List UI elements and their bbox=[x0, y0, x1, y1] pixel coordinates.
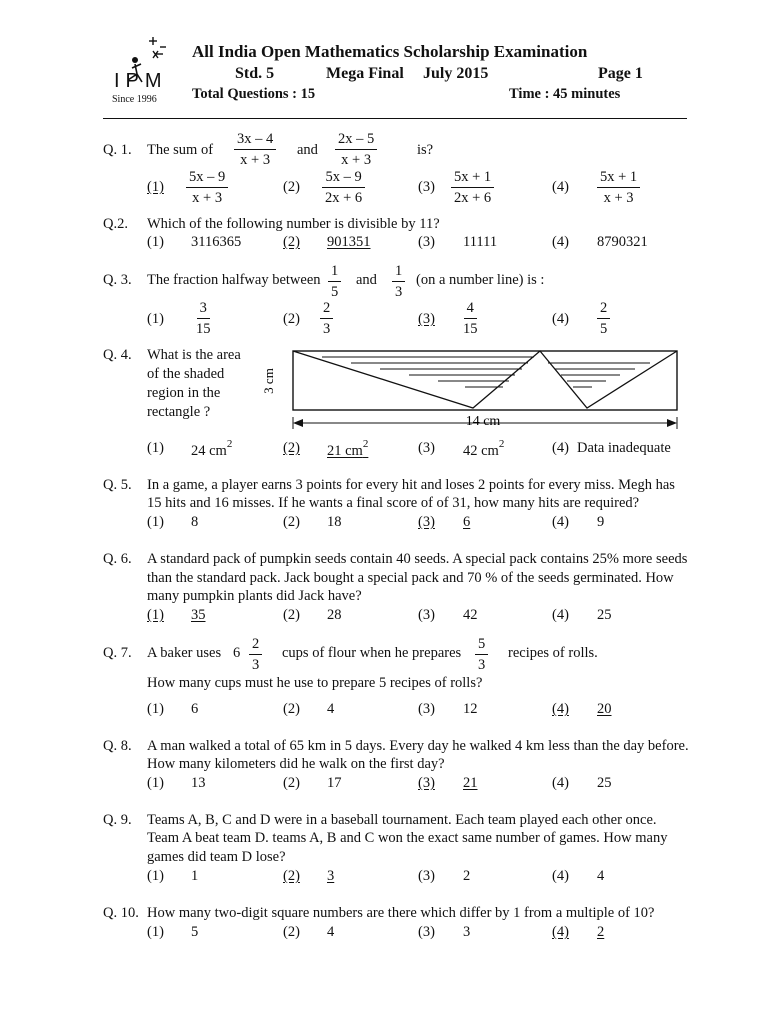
q7-option-1-label: (1) bbox=[147, 701, 164, 717]
q5-option-2-value: 18 bbox=[327, 514, 342, 530]
q2-option-2-label: (2) bbox=[283, 234, 300, 250]
q3-option-2-value: $\frac{2}{3}$ bbox=[320, 301, 333, 336]
q7-text-post: recipes of rolls. bbox=[508, 645, 598, 661]
q9-option-4-label: (4) bbox=[552, 868, 569, 884]
q3-fraction-1: $\frac{1}{5}$ bbox=[328, 264, 341, 299]
q1-fraction-2: $\frac{2x - 5}{x + 3}$ bbox=[335, 132, 377, 167]
q7-mixed-fraction: $\frac{2}{3}$ bbox=[249, 637, 262, 672]
q9-option-3-value: 2 bbox=[463, 868, 471, 884]
total-questions: Total Questions : 15 bbox=[192, 86, 316, 102]
q10-option-3-value: 3 bbox=[463, 924, 471, 940]
q9-option-2-value: 3 bbox=[327, 868, 335, 884]
q1-option-1-value: $\frac{5x - 9}{x + 3}$ bbox=[186, 170, 228, 205]
q6-option-3-label: (3) bbox=[418, 607, 435, 623]
q7-option-4-label: (4) bbox=[552, 701, 569, 717]
q3-option-3-label: (3) bbox=[418, 311, 435, 327]
q7-number: Q. 7. bbox=[103, 645, 132, 661]
q3-fraction-2: $\frac{1}{3}$ bbox=[392, 264, 405, 299]
q1-option-3-value: $\frac{5x + 1}{2x + 6}$ bbox=[451, 170, 494, 205]
q2-option-1-value: 3116365 bbox=[191, 234, 242, 250]
q1-number: Q. 1. bbox=[103, 142, 132, 158]
q3-text-pre: The fraction halfway between bbox=[147, 272, 321, 288]
q9-option-2-label: (2) bbox=[283, 868, 300, 884]
q4-text-line-1: What is the area bbox=[147, 347, 241, 363]
q6-text-line-3: many pumpkin plants did Jack have? bbox=[147, 588, 362, 604]
q7-option-1-value: 6 bbox=[191, 701, 199, 717]
q4-text-line-4: rectangle ? bbox=[147, 404, 211, 420]
q5-number: Q. 5. bbox=[103, 477, 132, 493]
q9-option-1-value: 1 bbox=[191, 868, 199, 884]
q7-text-mid: cups of flour when he prepares bbox=[282, 645, 462, 661]
q4-rectangle-figure bbox=[261, 345, 690, 435]
q8-text-line-2: How many kilometers did he walk on the first day? bbox=[147, 756, 445, 772]
q8-number: Q. 8. bbox=[103, 738, 132, 754]
q4-hatch-lines-1 bbox=[293, 351, 540, 387]
q4-text-line-2: of the shaded bbox=[147, 366, 225, 382]
q3-option-2-label: (2) bbox=[283, 311, 300, 327]
q2-option-3-label: (3) bbox=[418, 234, 435, 250]
q8-option-4-value: 25 bbox=[597, 775, 612, 791]
q8-option-4-label: (4) bbox=[552, 775, 569, 791]
q1-option-4-label: (4) bbox=[552, 179, 569, 195]
q7-text-pre: A baker uses bbox=[147, 645, 222, 661]
q6-option-2-value: 28 bbox=[327, 607, 342, 623]
q6-option-1-value: 35 bbox=[191, 607, 206, 623]
q10-option-4-value: 2 bbox=[597, 924, 605, 940]
q7-option-3-value: 12 bbox=[463, 701, 478, 717]
q8-text-line-1: A man walked a total of 65 km in 5 days. Every day he walked 4 km less than the day before. bbox=[147, 738, 689, 754]
q5-option-3-label: (3) bbox=[418, 514, 435, 530]
q5-option-1-value: 8 bbox=[191, 514, 199, 530]
exam-name: Mega Final bbox=[326, 65, 404, 82]
q3-option-1-label: (1) bbox=[147, 311, 164, 327]
q8-option-3-value: 21 bbox=[463, 775, 478, 791]
q5-text-line-1: In a game, a player earns 3 points for every hit and loses 2 points for every miss. Megh has bbox=[147, 477, 675, 493]
q1-option-2-label: (2) bbox=[283, 179, 300, 195]
q2-option-1-label: (1) bbox=[147, 234, 164, 250]
q4-option-2-value: 21 $cm^2$ bbox=[327, 438, 369, 459]
logo-since: Since 1996 bbox=[112, 94, 157, 105]
q4-option-1-label: (1) bbox=[147, 440, 164, 456]
q9-text-line-3: games did team D lose? bbox=[147, 849, 286, 865]
q4-height-label: 3 cm bbox=[261, 368, 276, 394]
q7-option-3-label: (3) bbox=[418, 701, 435, 717]
q4-option-4-value: Data inadequate bbox=[577, 440, 671, 456]
q10-option-2-value: 4 bbox=[327, 924, 335, 940]
page-number: Page 1 bbox=[598, 65, 643, 82]
q10-option-4-label: (4) bbox=[552, 924, 569, 940]
q2-option-4-value: 8790321 bbox=[597, 234, 648, 250]
q10-option-1-value: 5 bbox=[191, 924, 199, 940]
q6-text-line-2: than the standard pack. Jack bought a special pack and 70 % of the seeds germinated. How bbox=[147, 570, 674, 586]
q10-option-2-label: (2) bbox=[283, 924, 300, 940]
q6-text-line-1: A standard pack of pumpkin seeds contain 40 seeds. A special pack contains 25% more seeds bbox=[147, 551, 688, 567]
q1-text-pre: The sum of bbox=[147, 142, 214, 158]
q5-option-1-label: (1) bbox=[147, 514, 164, 530]
q6-option-2-label: (2) bbox=[283, 607, 300, 623]
q5-option-3-value: 6 bbox=[463, 514, 471, 530]
q2-option-3-value: 11111 bbox=[463, 234, 498, 250]
q3-option-1-value: $\frac{3}{15}$ bbox=[196, 300, 211, 337]
q5-option-4-label: (4) bbox=[552, 514, 569, 530]
q4-width-label: 14 cm bbox=[465, 414, 501, 429]
q3-text-and: and bbox=[356, 272, 377, 288]
q2-number: Q.2. bbox=[103, 216, 128, 232]
header-rule bbox=[103, 118, 687, 119]
q5-option-4-value: 9 bbox=[597, 514, 605, 530]
q7-whole-number: 6 bbox=[233, 645, 241, 661]
q1-option-1-label: (1) bbox=[147, 179, 164, 195]
q4-number: Q. 4. bbox=[103, 347, 132, 363]
q4-hatch-lines-2 bbox=[548, 363, 650, 387]
q8-option-1-label: (1) bbox=[147, 775, 164, 791]
q6-option-3-value: 42 bbox=[463, 607, 478, 623]
q5-option-2-label: (2) bbox=[283, 514, 300, 530]
q8-option-1-value: 13 bbox=[191, 775, 206, 791]
q7-text-line-2: How many cups must he use to prepare 5 recipes of rolls? bbox=[147, 675, 483, 691]
q2-text: Which of the following number is divisible by 11? bbox=[147, 216, 440, 232]
exam-title: All India Open Mathematics Scholarship Examination bbox=[192, 42, 588, 61]
q9-text-line-1: Teams A, B, C and D were in a baseball tournament. Each team played each other once. bbox=[147, 812, 657, 828]
q3-number: Q. 3. bbox=[103, 272, 132, 288]
q9-number: Q. 9. bbox=[103, 812, 132, 828]
q8-option-2-value: 17 bbox=[327, 775, 342, 791]
logo-text: IPM bbox=[114, 70, 168, 92]
q1-fraction-1: $\frac{3x - 4}{x + 3}$ bbox=[234, 132, 276, 167]
q10-number: Q. 10. bbox=[103, 905, 139, 921]
q4-option-1-value: 24 $cm^2$ bbox=[191, 438, 233, 459]
q6-option-4-label: (4) bbox=[552, 607, 569, 623]
q7-option-2-value: 4 bbox=[327, 701, 335, 717]
exam-date: July 2015 bbox=[423, 65, 489, 82]
q4-option-4-label: (4) bbox=[552, 440, 569, 456]
q4-option-3-value: 42 $cm^2$ bbox=[463, 438, 505, 459]
q1-text-and: and bbox=[297, 142, 318, 158]
q1-option-3-label: (3) bbox=[418, 179, 435, 195]
q3-text-post: (on a number line) is : bbox=[416, 272, 545, 288]
q8-option-2-label: (2) bbox=[283, 775, 300, 791]
q2-option-2-value: 901351 bbox=[327, 234, 371, 250]
q9-option-4-value: 4 bbox=[597, 868, 605, 884]
q2-option-4-label: (4) bbox=[552, 234, 569, 250]
q8-option-3-label: (3) bbox=[418, 775, 435, 791]
q10-option-1-label: (1) bbox=[147, 924, 164, 940]
q10-option-3-label: (3) bbox=[418, 924, 435, 940]
q3-option-4-label: (4) bbox=[552, 311, 569, 327]
q1-option-2-value: $\frac{5x - 9}{2x + 6}$ bbox=[322, 170, 365, 205]
q7-option-2-label: (2) bbox=[283, 701, 300, 717]
q5-text-line-2: 15 hits and 16 misses. If he wants a final score of of 31, how many hits are required? bbox=[147, 495, 640, 511]
exam-time: Time : 45 minutes bbox=[509, 86, 621, 102]
q7-option-4-value: 20 bbox=[597, 701, 612, 717]
q7-fraction: $\frac{5}{3}$ bbox=[475, 637, 488, 672]
q6-option-4-value: 25 bbox=[597, 607, 612, 623]
q4-text-line-3: region in the bbox=[147, 385, 221, 401]
q9-option-3-label: (3) bbox=[418, 868, 435, 884]
q9-option-1-label: (1) bbox=[147, 868, 164, 884]
q6-option-1-label: (1) bbox=[147, 607, 164, 623]
q9-text-line-2: Team A beat team D. teams A, B and C won the exact same number of games. How many bbox=[147, 830, 668, 846]
q3-option-3-value: $\frac{4}{15}$ bbox=[463, 300, 478, 337]
q1-text-post: is? bbox=[417, 142, 434, 158]
q6-number: Q. 6. bbox=[103, 551, 132, 567]
q4-option-2-label: (2) bbox=[283, 440, 300, 456]
exam-std: Std. 5 bbox=[235, 65, 275, 82]
q4-option-3-label: (3) bbox=[418, 440, 435, 456]
q3-option-4-value: $\frac{2}{5}$ bbox=[597, 301, 610, 336]
q1-option-4-value: $\frac{5x + 1}{x + 3}$ bbox=[597, 170, 640, 205]
q10-text-line-1: How many two-digit square numbers are there which differ by 1 from a multiple of 10? bbox=[147, 905, 655, 921]
